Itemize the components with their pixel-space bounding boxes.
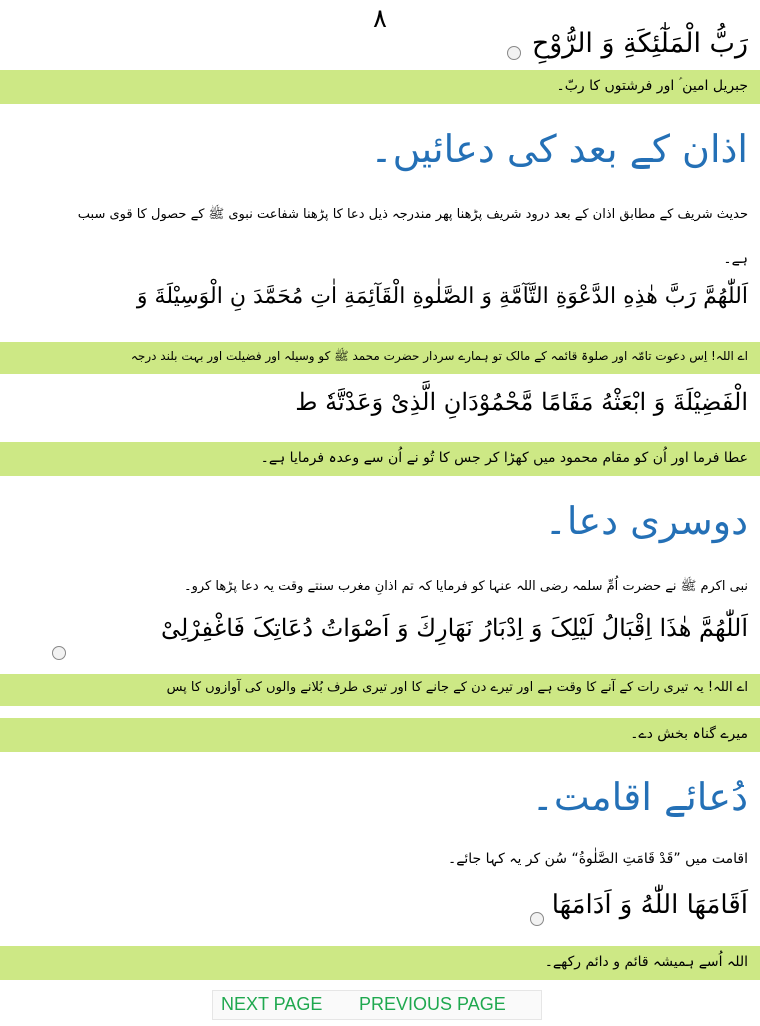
hadith-intro-line-2: ہے۔	[723, 251, 748, 267]
page-number: ٨	[373, 4, 387, 34]
arabic-dua-line-2: الْفَضِیْلَةَ وَ ابْعَثْهُ مَقَامًا مَّحْمُوْدَانِ الَّذِیْ وَعَدْتَّهٗ ط	[295, 388, 748, 416]
translation-text: عطا فرما اور اُن کو مقام محمود میں کھڑا کر جس کا تُو نے اُن سے وعدہ فرمایا ہے۔	[260, 450, 748, 466]
previous-page-link[interactable]: PREVIOUS PAGE	[359, 994, 506, 1014]
translation-text: اے اللہ! اِس دعوت تامّہ اور صلوۃ قائمہ کے مالک تو ہمارے سردار حضرت محمد ﷺ کو وسیلہ اور فضیلت اور بہت بلند درجہ	[130, 349, 748, 363]
translation-band-4	[0, 674, 760, 706]
arabic-dua-line-4: اَقَامَهَا اللّٰهُ وَ اَدَامَهَا	[551, 890, 748, 920]
translation-band-6	[0, 946, 760, 980]
translation-text: اے اللہ! یہ تیری رات کے آنے کا وقت ہے اور تیرے دن کے جانے کا اور تیری طرف بُلانے والوں کی آوازوں کا پس	[166, 680, 748, 695]
translation-band-2	[0, 342, 760, 374]
arabic-verse-1: رَبُّ الْمَلٰٓئِكَةِ وَ الرُّوْحِ	[531, 28, 748, 59]
page-navigation	[212, 990, 542, 1020]
iqamat-intro: اقامت میں ”قَدْ قَامَتِ الصَّلٰوةُ“ سُن کر یہ کہا جائے۔	[447, 851, 748, 867]
arabic-dua-line-3: اَللّٰهُمَّ هٰذَا اِقْبَالُ لَیْلِکَ وَ اِدْبَارُ نَهَارِكَ وَ اَصْوَاتُ دُعَاتِکَ فَاغْفِرْلِیْ	[160, 614, 748, 642]
next-page-link[interactable]: NEXT PAGE	[221, 994, 323, 1014]
translation-band-3	[0, 442, 760, 476]
translation-text: میرے گناہ بخش دے۔	[630, 726, 748, 742]
section-heading-second-dua: دوسری دعا۔	[544, 499, 748, 543]
section-heading-iqamat: دُعائے اقامت۔	[531, 775, 748, 819]
verse-end-icon	[52, 646, 66, 660]
verse-end-icon	[530, 912, 544, 926]
arabic-dua-line-1: اَللّٰهُمَّ رَبَّ هٰذِهِ الدَّعْوَةِ التَّآمَّةِ وَ الصَّلٰوةِ الْقَآئِمَةِ اٰتِ مُحَمَّدَ نِ الْوَسِیْلَةَ وَ	[136, 284, 748, 309]
translation-band-5	[0, 718, 760, 752]
section-heading-azan: اذان کے بعد کی دعائیں۔	[370, 127, 748, 171]
hadith-intro-line-1: حدیث شریف کے مطابق اذان کے بعد درود شریف پڑھنا پھر مندرجہ ذیل دعا کا پڑھنا شفاعت نبوی ﷺ کے حصول کا قوی سبب	[77, 207, 748, 222]
translation-text: اللہ اُسے ہمیشہ قائم و دائم رکھے۔	[544, 954, 748, 970]
second-dua-intro: نبی اکرم ﷺ نے حضرت اُمِّ سلمہ رضی اللہ عنہا کو فرمایا کہ تم اذانِ مغرب سنتے وقت یہ دعا پڑھا کرو۔	[183, 579, 748, 594]
translation-text: جبریل امین ؑ اور فرشتوں کا ربّ۔	[556, 78, 748, 94]
translation-band-1	[0, 70, 760, 104]
verse-end-icon	[507, 46, 521, 60]
